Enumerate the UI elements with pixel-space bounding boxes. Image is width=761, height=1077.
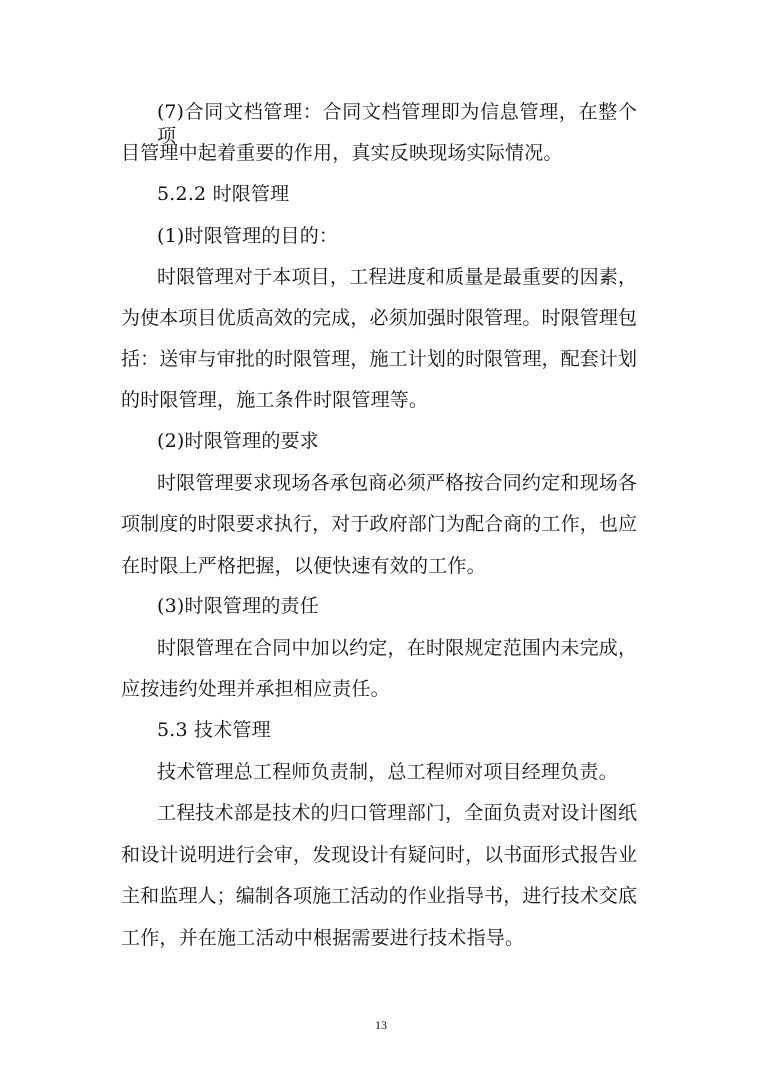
section-heading: 5.3 技术管理 (157, 719, 271, 741)
subheading: (2)时限管理的要求 (157, 430, 319, 452)
text-line: 在时限上严格把握，以便快速有效的工作。 (121, 555, 486, 577)
text-line: 应按违约处理并承担相应责任。 (121, 678, 390, 700)
section-heading: 5.2.2 时限管理 (157, 183, 290, 205)
text-line: 工程技术部是技术的归口管理部门，全面负责对设计图纸 (157, 802, 637, 824)
text-line: 和设计说明进行会审，发现设计有疑问时，以书面形式报告业 (121, 844, 637, 866)
text-line: 技术管理总工程师负责制，总工程师对项目经理负责。 (157, 761, 618, 783)
text-line: (7)合同文档管理：合同文档管理即为信息管理，在整个项 (157, 101, 637, 147)
text-line: 时限管理在合同中加以约定，在时限规定范围内未完成， (157, 637, 637, 659)
subheading: (1)时限管理的目的： (157, 225, 339, 247)
subheading: (3)时限管理的责任 (157, 595, 319, 617)
text-line: 的时限管理，施工条件时限管理等。 (121, 389, 429, 411)
text-line: 括：送审与审批的时限管理，施工计划的时限管理，配套计划 (121, 348, 637, 370)
text-line: 主和监理人；编制各项施工活动的作业指导书，进行技术交底 (121, 885, 637, 907)
text-line: 工作，并在施工活动中根据需要进行技术指导。 (121, 927, 525, 949)
text-line: 目管理中起着重要的作用，真实反映现场实际情况。 (121, 142, 563, 164)
text-line: 为使本项目优质高效的完成，必须加强时限管理。时限管理包 (121, 307, 637, 329)
text-line: 时限管理对于本项目，工程进度和质量是最重要的因素， (157, 266, 637, 288)
text-line: 时限管理要求现场各承包商必须严格按合同约定和现场各 (157, 472, 637, 494)
text-line: 项制度的时限要求执行，对于政府部门为配合商的工作，也应 (121, 513, 637, 535)
page-number: 13 (375, 1018, 387, 1032)
